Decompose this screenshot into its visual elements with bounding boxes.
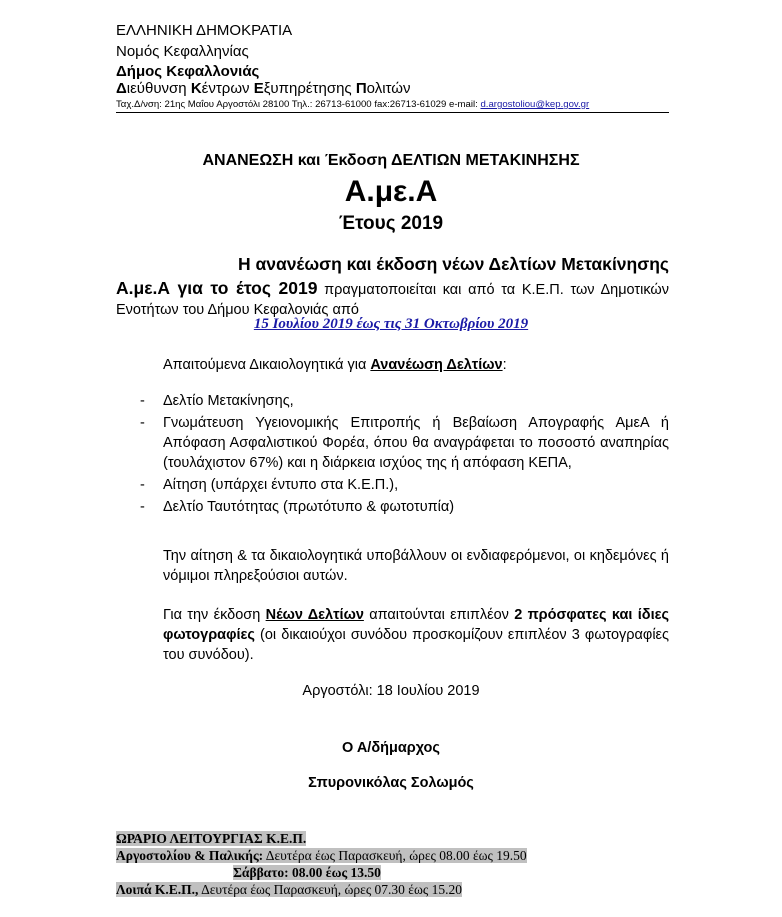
schedule-title: ΩΡΑΡΙΟ ΛΕΙΤΟΥΡΓΙΑΣ Κ.Ε.Π. [116, 831, 307, 846]
schedule-other-offices: Λοιπά Κ.Ε.Π., Δευτέρα έως Παρασκευή, ώρες 07.30 έως 15.20 [116, 882, 462, 897]
header-line-directorate: Διεύθυνση Κέντρων Εξυπηρέτησης Πολιτών [116, 80, 411, 97]
header-address-line [116, 99, 669, 113]
requirements-list [140, 391, 669, 519]
place-date: Αργοστόλι: 18 Ιουλίου 2019 [302, 683, 480, 699]
list-item: - Αίτηση (υπάρχει έντυπο στα Κ.Ε.Π.), [140, 477, 399, 493]
address-text: Ταχ.Δ/νση: 21ης Μαΐου Αργοστόλι 28100 Τηλ.: 26713-61000 fax:26713-61029 e-mail: [116, 99, 481, 110]
header-line-municipality: Δήμος Κεφαλλονιάς [116, 63, 260, 80]
schedule-saturday: Σάββατο: 08.00 έως 13.50 [233, 865, 381, 880]
list-item: - Δελτίο Μετακίνησης, [140, 393, 294, 409]
doc-title-amea: Α.με.Α [344, 175, 438, 208]
intro-heading: Η ανανέωση και έκδοση νέων Δελτίων Μετακίνησης [237, 254, 669, 274]
requirements-lead: Απαιτούμενα Δικαιολογητικά για Ανανέωση Δελτίων: [163, 357, 507, 373]
header-line-prefecture: Νομός Κεφαλληνίας [116, 43, 249, 60]
header-line-country: ΕΛΛΗΝΙΚΗ ΔΗΜΟΚΡΑΤΙΑ [116, 22, 293, 39]
signature-role: Ο Α/δήμαρχος [342, 740, 440, 756]
schedule-main-offices: Αργοστολίου & Παλικής: Δευτέρα έως Παρασκευή, ώρες 08.00 έως 19.50 [116, 848, 527, 863]
list-item: - Δελτίο Ταυτότητας (πρωτότυπο & φωτοτυπία) [140, 499, 455, 515]
signature-name: Σπυρονικόλας Σολωμός [308, 775, 474, 791]
list-item: - Γνωμάτευση Υγειονομικής Επιτροπής ή Βεβαίωση Απογραφής ΑμεΑ ή Απόφαση Ασφαλιστικού Φορέα, όπου θα αναγράφεται το ποσοστό αναπηρίας (τουλάχιστον 67%) και η διάρκεια ισχύος της ή απόφαση ΚΕΠΑ, [140, 415, 669, 471]
period-dates: 15 Ιουλίου 2019 έως τις 31 Οκτωβρίου 2019 [253, 316, 529, 332]
intro-paragraph: Α.με.Α για το έτος 2019 πραγματοποιείται και από τα Κ.Ε.Π. των Δημοτικών Ενοτήτων του Δήμου Κεφαλονιάς από [116, 278, 669, 318]
doc-title-year: Έτους 2019 [338, 213, 444, 234]
new-cards-paragraph: Για την έκδοση Νέων Δελτίων απαιτούνται επιπλέον 2 πρόσφατες και ίδιες φωτογραφίες (οι δικαιούχοι συνόδου προσκομίζουν επιπλέον 3 φωτογραφίες του συνόδου). [163, 607, 670, 663]
email-link[interactable]: d.argostoliou@kep.gov.gr [480, 99, 590, 110]
submission-paragraph: Την αίτηση & τα δικαιολογητικά υποβάλλουν οι ενδιαφερόμενοι, οι κηδεμόνες ή νόμιμοι πληρεξούσιοι αυτών. [163, 548, 669, 584]
doc-title: ΑΝΑΝΕΩΣΗ και Έκδοση ΔΕΛΤΙΩΝ ΜΕΤΑΚΙΝΗΣΗΣ [202, 152, 580, 169]
